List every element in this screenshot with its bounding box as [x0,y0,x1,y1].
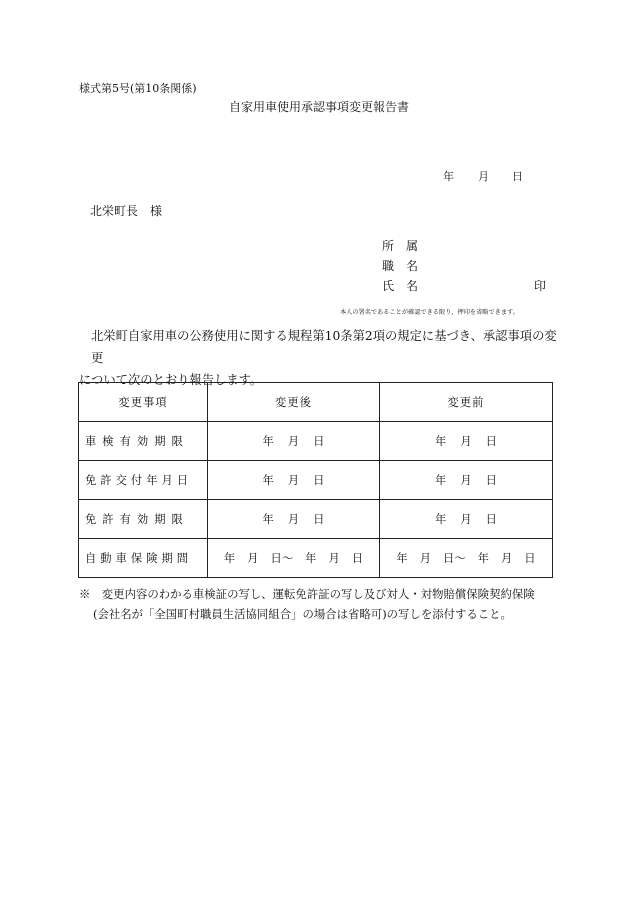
table-row [79,461,553,500]
table-row [79,422,553,461]
year-label: 年 [396,552,408,565]
signature-note: 本人の署名であることが確認できる限り、押印を省略できます。 [340,309,519,316]
name-label: 氏 名 [382,279,419,293]
row-before-cell [380,422,553,461]
table-row [79,539,553,578]
day-label: 日 [485,435,497,448]
row-before-cell [380,539,553,578]
month-label: 月 [500,552,513,565]
year-label: 年 [477,552,489,565]
footnote-line-2: (会社名が「全国町村職員生活協同組合」の場合は省略可)の写しを添付すること。 [93,607,512,621]
month-label: 月 [287,513,300,526]
day-label: 日 [351,552,364,565]
day-label: 日 [524,552,536,565]
body-line-2: について次のとおり報告します。 [79,373,263,387]
month-label: 月 [287,435,300,448]
month-label: 月 [287,474,300,487]
year-label: 年 [435,474,447,487]
year-label: 年 [262,474,274,487]
day-label: 日～ [270,552,294,565]
document-title: 自家用車使用承認事項変更報告書 [229,100,410,114]
year-label: 年 [262,435,274,448]
row-before-cell [380,461,553,500]
row-after-cell [208,500,380,539]
month-label: 月 [328,552,340,565]
year-label: 年 [223,552,236,565]
year-label: 年 [435,513,447,526]
position-label: 職 名 [382,259,419,273]
body-line-1: 北栄町自家用車の公務使用に関する規程第10条第2項の規定に基づき、承認事項の変更 [91,329,557,365]
header-before: 変更前 [380,383,553,422]
row-after-cell [208,422,380,461]
date-year-label: 年 [443,170,454,183]
month-label: 月 [460,435,472,448]
row-before-cell [380,500,553,539]
date-day-label: 日 [512,170,523,183]
month-label: 月 [460,513,472,526]
day-label: 日 [313,435,325,448]
header-after: 変更後 [208,383,380,422]
affiliation-label: 所 属 [382,239,419,253]
month-label: 月 [247,552,259,565]
header-item: 変更事項 [79,383,208,422]
seal-mark: 印 [534,279,547,293]
addressee: 北栄町長 様 [90,204,163,218]
row-item-label: 自動車保険期間 [79,539,208,578]
date-month-label: 月 [478,170,489,183]
table-row [79,500,553,539]
form-number: 様式第5号(第10条関係) [79,82,197,95]
day-label: 日 [485,513,497,526]
day-label: 日 [485,474,497,487]
day-label: 日 [313,474,325,487]
row-after-cell [208,539,380,578]
row-item-label: 車検有効期限 [79,422,208,461]
year-label: 年 [435,435,447,448]
row-item-label: 免許交付年月日 [79,461,208,500]
year-label: 年 [305,552,317,565]
row-after-cell [208,461,380,500]
row-item-label: 免許有効期限 [79,500,208,539]
table-header-row [79,383,553,422]
month-label: 月 [419,552,432,565]
day-label: 日 [313,513,325,526]
year-label: 年 [262,513,274,526]
footnote [79,584,535,624]
month-label: 月 [460,474,472,487]
footnote-line-1: ※ 変更内容のわかる車検証の写し、運転免許証の写し及び対人・対物賠償保険契約保険 [79,587,535,601]
day-label: 日～ [443,552,466,565]
change-table [78,382,553,578]
